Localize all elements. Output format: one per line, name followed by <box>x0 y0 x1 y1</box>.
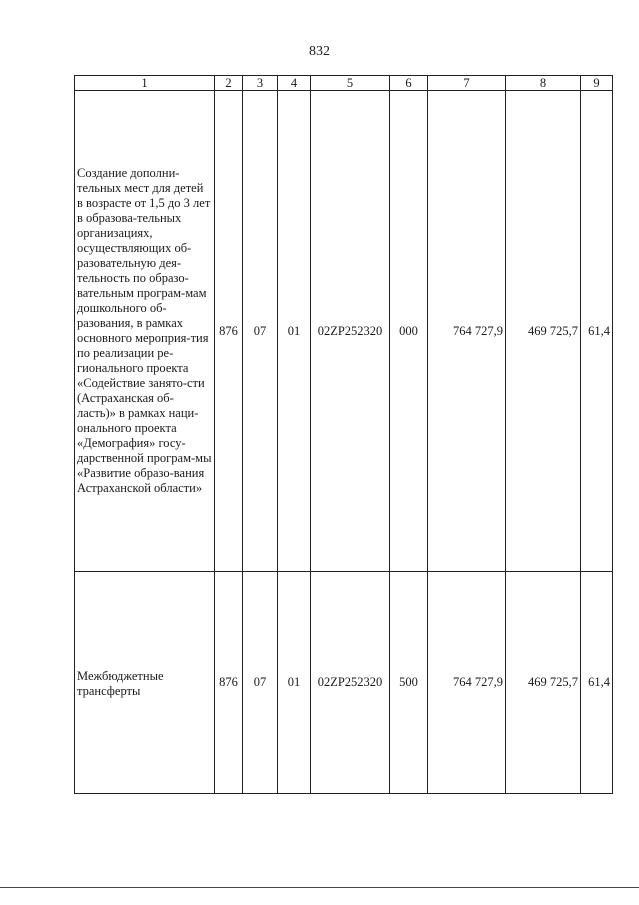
header-col-9: 9 <box>581 76 613 91</box>
header-col-5: 5 <box>311 76 390 91</box>
execution-percent-cell: 61,4 <box>581 91 613 572</box>
row-name: Создание дополни-тельных мест для детей в возрасте от 1,5 до 3 лет в образова-тельных организациях, осуществляющих об-разовательную дея-тельность по образо-вательным програм-мам дошкольного об-разования, в рамках основного мероприя-тия по реализации ре-гионального проекта «Содействие занято-сти (Астраханская об-ласть)» в рамках наци-онального проекта «Демография» госу-дарственной програм-мы «Развитие образо-вания Астраханской области» <box>75 91 215 572</box>
expense-type-cell: 000 <box>390 91 428 572</box>
row-name: Межбюджетные трансферты <box>75 572 215 794</box>
approved-amount-cell: 764 727,9 <box>428 572 506 794</box>
executed-amount-cell: 469 725,7 <box>506 91 581 572</box>
header-col-2: 2 <box>215 76 243 91</box>
subsection-cell: 01 <box>278 572 311 794</box>
header-row <box>75 76 613 91</box>
target-article-cell: 02ZP252320 <box>311 91 390 572</box>
table-row <box>75 91 613 572</box>
header-col-8: 8 <box>506 76 581 91</box>
admin-code-cell: 876 <box>215 91 243 572</box>
section-cell: 07 <box>243 572 278 794</box>
subsection-cell: 01 <box>278 91 311 572</box>
target-article-cell: 02ZP252320 <box>311 572 390 794</box>
admin-code-cell: 876 <box>215 572 243 794</box>
table-row <box>75 572 613 794</box>
expense-type-cell: 500 <box>390 572 428 794</box>
header-col-3: 3 <box>243 76 278 91</box>
header-col-7: 7 <box>428 76 506 91</box>
executed-amount-cell: 469 725,7 <box>506 572 581 794</box>
section-cell: 07 <box>243 91 278 572</box>
execution-percent-cell: 61,4 <box>581 572 613 794</box>
bottom-divider <box>0 887 639 888</box>
page-number: 832 <box>309 44 330 59</box>
header-col-6: 6 <box>390 76 428 91</box>
budget-table <box>74 75 613 794</box>
approved-amount-cell: 764 727,9 <box>428 91 506 572</box>
header-col-4: 4 <box>278 76 311 91</box>
header-col-1: 1 <box>75 76 215 91</box>
